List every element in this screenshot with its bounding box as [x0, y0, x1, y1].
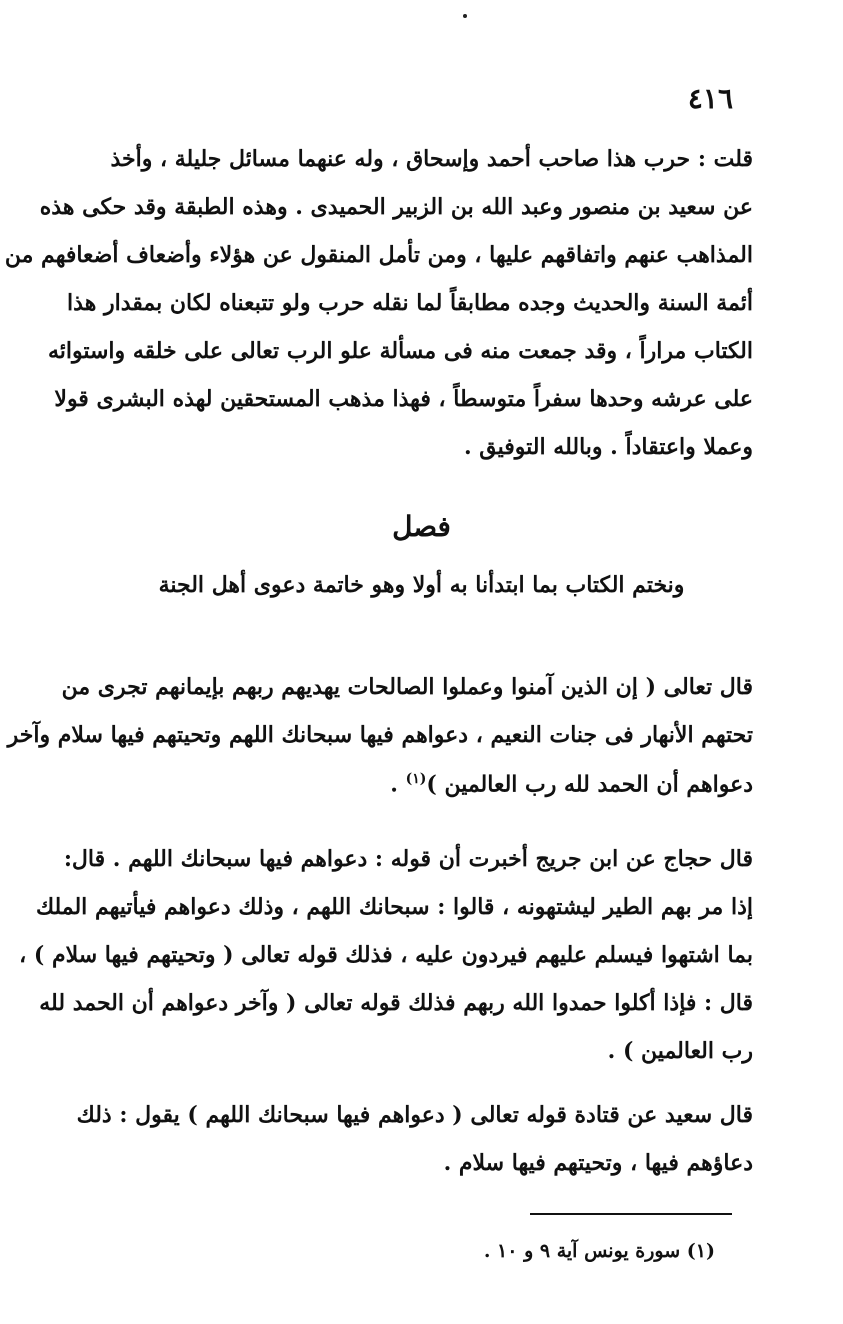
text-line: وعملا واعتقاداً . وبالله التوفيق .	[463, 434, 753, 460]
text-line: رب العالمين ) .	[607, 1038, 753, 1064]
text-line: قال سعيد عن قتادة قوله تعالى ( دعواهم فيها سبحانك اللهم ) يقول : ذلك	[76, 1102, 753, 1128]
text-line: تحتهم الأنهار فى جنات النعيم ، دعواهم فيها سبحانك اللهم وتحيتهم فيها سلام وآخر	[7, 722, 753, 748]
text-line: الكتاب مراراً ، وقد جمعت منه فى مسألة علو الرب تعالى على خلقه واستوائه	[47, 338, 753, 364]
print-speck	[463, 14, 467, 18]
text-line: قال حجاج عن ابن جريج أخبرت أن قوله : دعواهم فيها سبحانك اللهم . قال:	[63, 846, 753, 872]
text-line: دعاؤهم فيها ، وتحيتهم فيها سلام .	[443, 1150, 753, 1176]
footnote: (١) سورة يونس آية ٩ و ١٠ .	[483, 1240, 715, 1262]
page-number: ٤١٦	[687, 82, 733, 115]
text-line	[93, 771, 753, 798]
text-line: قلت : حرب هذا صاحب أحمد وإسحاق ، وله عنهما مسائل جليلة ، وأخذ	[110, 146, 753, 172]
text-line: على عرشه وحدها سفراً متوسطاً ، فهذا مذهب المستحقين لهذه البشرى قولا	[54, 386, 753, 412]
text-line: المذاهب عنهم واتفاقهم عليها ، ومن تأمل المنقول عن هؤلاء وأضعاف أضعافهم من	[4, 242, 753, 268]
footnote-divider	[530, 1213, 732, 1215]
verse-end-text: دعواهم أن الحمد لله رب العالمين )	[426, 771, 753, 798]
text-line: قال : فإذا أكلوا حمدوا الله ربهم فذلك قوله تعالى ( وآخر دعواهم أن الحمد لله	[39, 990, 753, 1016]
section-subtitle: ونختم الكتاب بما ابتدأنا به أولا وهو خاتمة دعوى أهل الجنة	[158, 572, 685, 598]
text-line: قال تعالى ( إن الذين آمنوا وعملوا الصالحات يهديهم ربهم بإيمانهم تجرى من	[61, 674, 753, 700]
period: .	[390, 771, 398, 798]
footnote-marker: (١)	[405, 771, 427, 787]
text-line: عن سعيد بن منصور وعبد الله بن الزبير الحميدى . وهذه الطبقة وقد حكى هذه	[39, 194, 753, 220]
text-line: بما اشتهوا فيسلم عليهم فيردون عليه ، فذلك قوله تعالى ( وتحيتهم فيها سلام ) ،	[19, 942, 753, 968]
section-title: فصل	[392, 510, 451, 543]
text-line: إذا مر بهم الطير ليشتهونه ، قالوا : سبحانك اللهم ، وذلك دعواهم فيأتيهم الملك	[35, 894, 753, 920]
text-line: أئمة السنة والحديث وجده مطابقاً لما نقله حرب ولو تتبعناه لكان بمقدار هذا	[67, 290, 753, 316]
